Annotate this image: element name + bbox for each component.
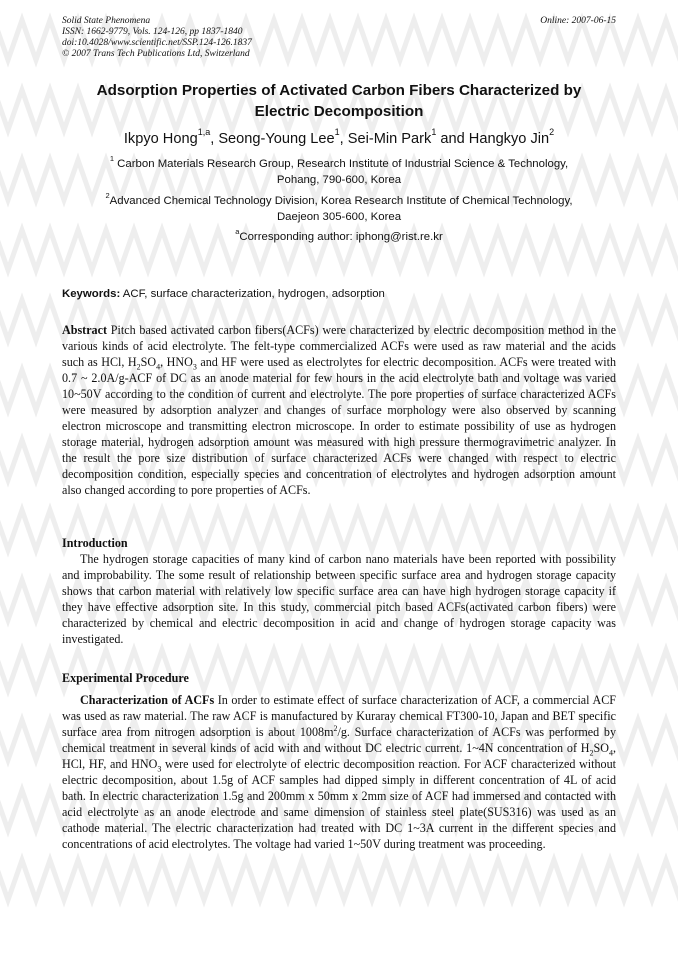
experimental-text-1: In order to estimate effect of surface characterization of ACF, a commercial ACF was used as raw material. The raw ACF is manufactured by Kuraray chemical FT300-10, Japan and BET specific surface area from nitrogen adsorption is about 1008m	[62, 693, 616, 739]
abstract-text-3: , HNO	[160, 355, 193, 369]
subscript: 2	[589, 748, 594, 758]
journal-header	[62, 16, 616, 60]
author-1: Ikpyo Hong	[123, 131, 198, 147]
author-4-mark: 2	[549, 127, 555, 138]
introduction-heading: Introduction	[62, 536, 128, 550]
introduction-paragraph: The hydrogen storage capacities of many kind of carbon nano materials have been reported with possibility and improbability. The some result of relationship between specific surface area and hydrogen storage capacity shows that carbon material with relatively low specific surface area can have high hydrogen storage capacity if they have effective adsorption site. In this study, commercial pitch based ACFs(activated carbon fibers) were characterized by chemical and electric decomposition in acid and change of hydrogen storage capacity was investigated.	[62, 552, 616, 646]
abstract	[62, 322, 616, 498]
author-2: Seong-Young Lee	[218, 131, 335, 147]
author-3: Sei-Min Park	[347, 131, 432, 147]
abstract-label: Abstract	[62, 323, 108, 337]
experimental-text-2: /g. Surface characterization of ACFs was performed by chemical treatment in several kinds of acid with and without DC electric current. 1~4N concentration of H	[62, 725, 616, 755]
author-4: Hangkyo Jin	[468, 131, 550, 147]
experimental-text-3: SO	[593, 741, 609, 755]
experimental-text-4: , HCl, HF, and HNO	[62, 741, 616, 771]
subscript: 3	[192, 362, 197, 372]
experimental-text-5: were used for electrolyte of electric decomposition reaction. For ACF characterized without electric decomposition, about 1.5g of ACF samples had dipped simply in different concentration of 4L of acid bath. In electric characterization 1.5g and 200mm x 50mm x 2mm size of ACF had immersed and contacted with acid electrolyte as an anode electrode and same dimension of stainless steel plate(SUS316) was used as an cathode material. The electric characterization had treated with DC 1~3A current in the different species and concentrations of acid electrolytes. The voltage had varied 1~50V during treatment was proceeding.	[62, 757, 617, 851]
author-1-mark: 1,a	[197, 127, 211, 138]
experimental-paragraph	[62, 692, 616, 852]
corresponding-email: Corresponding author: iphong@rist.re.kr	[239, 231, 443, 243]
subscript: 4	[156, 362, 161, 372]
journal-name: Solid State Phenomena	[62, 16, 151, 26]
corresponding-mark: a	[235, 227, 240, 237]
affiliation-1	[62, 156, 616, 188]
affiliation-1-line-2: Pohang, 790-600, Korea	[276, 174, 402, 186]
affiliation-1-line-1: Carbon Materials Research Group, Research Institute of Industrial Science & Technology,	[114, 158, 569, 170]
title-line-2: Electric Decomposition	[254, 103, 424, 120]
author-list: Ikpyo Hong$^{1,a}$, Seong-Young Lee$^1$, Sei-Min Park$^1$ and Hangkyo Jin$^2$	[123, 127, 555, 147]
affiliation-2-mark: 2	[105, 191, 110, 201]
abstract-text-4: and HF were used as electrolytes for electric decomposition. ACFs were treated with 0.7 ~ 2.0A/g-ACF of DC as an anode material for few hours in the acid electrolyte bath and voltage was varied 10~50V according to the condition of current and electrolyte. The pore properties of surface characterized ACFs were measured by adsorption analyzer and changes of surface morphology were also observed by scanning electron microscope and transmitting electron microscope. In order to estimate possibility of use as hydrogen storage material, hydrogen adsorption amount was measured with high pressure thermogravimetric analyzer. In the result the pore size distribution of surface characterized ACFs were changed with respect to electric decomposition condition, especially species and concentration of electrolytes and hydrogen adsorption amount also changed according to pore properties of ACFs.	[62, 355, 616, 497]
affiliation-1-mark: 1	[109, 154, 114, 164]
abstract-text-2: SO	[140, 355, 157, 369]
keywords	[62, 287, 616, 302]
keywords-text: ACF, surface characterization, hydrogen, adsorption	[120, 288, 385, 300]
journal-doi: doi:10.4028/www.scientific.net/SSP.124-126.1837	[62, 38, 252, 48]
corresponding-author	[62, 229, 616, 245]
affiliation-2-line-2: Daejeon 305-600, Korea	[276, 211, 402, 223]
subscript: 2	[136, 362, 141, 372]
journal-copyright: © 2007 Trans Tech Publications Ltd, Switzerland	[62, 49, 250, 59]
author-2-mark: 1	[334, 127, 340, 138]
title-line-1: Adsorption Properties of Activated Carbon Fibers Characterized by	[96, 82, 582, 99]
subscript: 3	[157, 764, 162, 774]
paper-title	[62, 80, 616, 122]
keywords-label: Keywords:	[62, 288, 121, 300]
affiliation-2	[62, 193, 616, 225]
journal-issn: ISSN: 1662-9779, Vols. 124-126, pp 1837-1840	[62, 27, 243, 37]
subscript: 4	[608, 748, 613, 758]
experimental-subheading: Characterization of ACFs	[80, 693, 215, 707]
superscript: 2	[333, 723, 338, 733]
author-3-mark: 1	[431, 127, 437, 138]
experimental-heading: Experimental Procedure	[62, 671, 189, 685]
online-date: Online: 2007-06-15	[540, 16, 616, 26]
affiliation-2-line-1: Advanced Chemical Technology Division, Korea Research Institute of Chemical Technology,	[109, 195, 573, 207]
abstract-text-1: Pitch based activated carbon fibers(ACFs) were characterized by electric decomposition method in the various kinds of acid electrolyte. The felt-type commercialized ACFs were used as raw material and the acids such as HCl, H	[62, 323, 616, 369]
